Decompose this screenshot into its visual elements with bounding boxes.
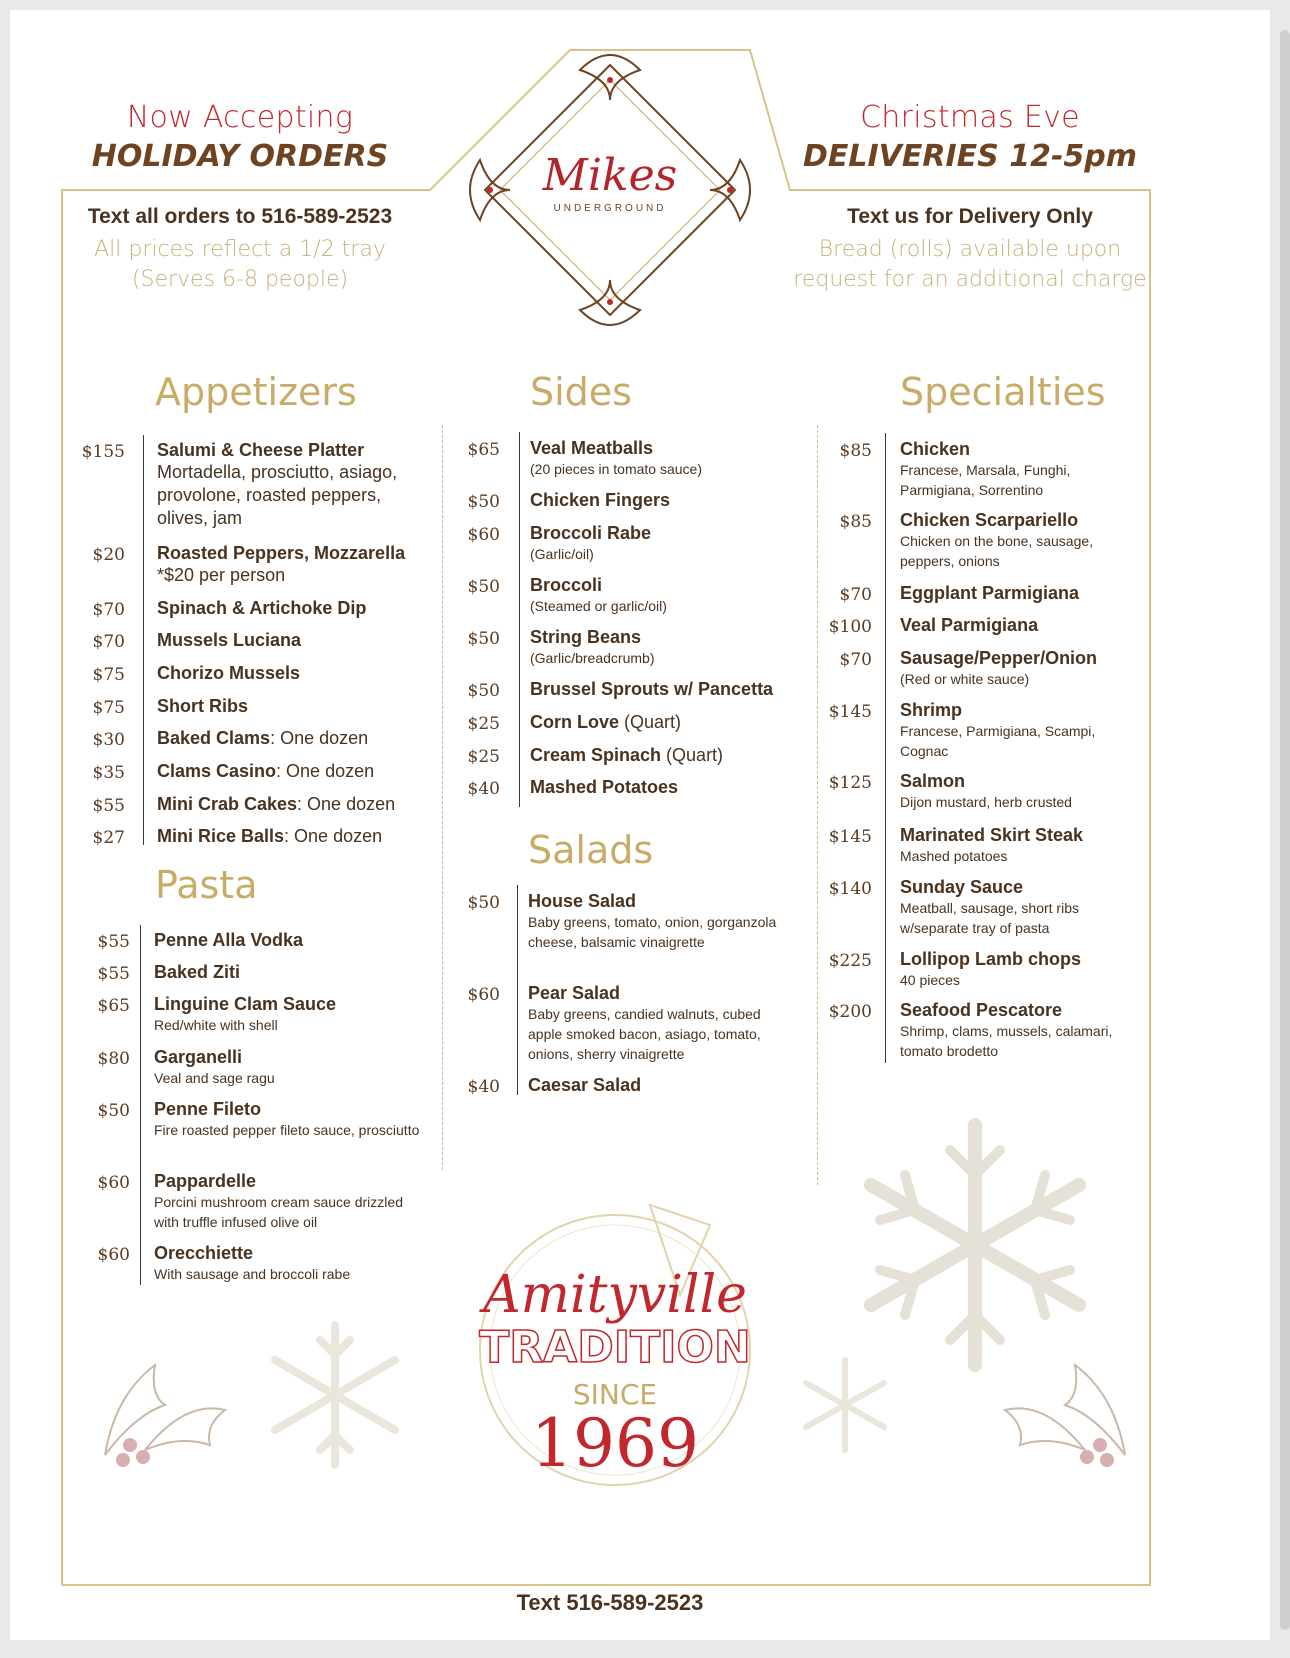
salads-item-name: Pear Salad	[528, 983, 621, 1003]
pasta-item	[154, 994, 424, 1035]
specialties-item-name: Shrimp	[900, 700, 963, 720]
specialties-item-description: 40 pieces	[900, 972, 960, 988]
specialties-item	[900, 949, 1145, 990]
sides-item-price: $65	[467, 440, 500, 460]
sides-item-price: $25	[467, 714, 500, 734]
appetizers-item-price: $35	[92, 763, 125, 783]
specialties-item-description: (Red or white sauce)	[900, 671, 1030, 687]
pasta-item-name: Penne Fileto	[154, 1099, 262, 1119]
sides-item	[530, 679, 800, 700]
pasta-item-name: Baked Ziti	[154, 962, 241, 982]
pasta-item-price: $60	[97, 1245, 130, 1265]
pasta-item	[154, 1047, 424, 1088]
pasta-item-name: Garganelli	[154, 1047, 243, 1067]
sides-item	[530, 777, 800, 798]
appetizers-item	[157, 826, 427, 847]
salads-divider	[517, 885, 518, 1095]
sides-item-price: $50	[467, 492, 500, 512]
specialties-item-name: Veal Parmigiana	[900, 615, 1039, 635]
appetizers-item-suffix: : One dozen	[276, 761, 375, 781]
salads-item	[528, 891, 798, 952]
specialties-item	[900, 510, 1145, 571]
appetizers-item-price: $70	[92, 632, 125, 652]
sides-item-name: Mashed Potatoes	[530, 777, 679, 797]
salads-item-description: Baby greens, tomato, onion, gorganzola cheese, balsamic vinaigrette	[528, 914, 777, 950]
pasta-item	[154, 1243, 424, 1284]
sides-item-name: Broccoli Rabe	[530, 523, 652, 543]
badge-year: 1969	[531, 1405, 699, 1482]
specialties-item-price: $70	[839, 585, 872, 605]
text-orders-line: Text all orders to 516-589-2523	[87, 205, 393, 228]
sides-item-description: (Steamed or garlic/oil)	[530, 598, 667, 614]
header-right	[790, 100, 1150, 174]
pasta-item-description: Fire roasted pepper fileto sauce, prosciutto	[154, 1122, 420, 1138]
appetizers-item-name: Mini Crab Cakes	[157, 794, 298, 814]
appetizers-item-price: $75	[92, 698, 125, 718]
badge-since: SINCE	[572, 1378, 658, 1411]
sides-item-price: $25	[467, 747, 500, 767]
bread-note-line1: Bread (rolls) available upon	[818, 237, 1122, 262]
specialties-item-name: Chicken Scarpariello	[900, 510, 1079, 530]
sides-item-price: $50	[467, 629, 500, 649]
specialties-item-name: Chicken	[900, 439, 971, 459]
specialties-item	[900, 877, 1145, 938]
sides-item-price: $60	[467, 525, 500, 545]
specialties-item	[900, 1000, 1145, 1061]
specialties-item	[900, 825, 1145, 866]
salads-item	[528, 983, 798, 1064]
sides-item	[530, 745, 800, 766]
appetizers-item-price: $20	[92, 545, 125, 565]
sides-item	[530, 575, 800, 616]
price-note	[70, 235, 410, 295]
salads-item-name: House Salad	[528, 891, 637, 911]
specialties-item	[900, 583, 1145, 604]
salads-item-price: $50	[467, 893, 500, 913]
specialties-item-description: Meatball, sausage, short ribs w/separate tray of pasta	[900, 900, 1079, 936]
appetizers-title: Appetizers	[155, 370, 357, 414]
sides-item-price: $40	[467, 779, 500, 799]
specialties-item-description: Francese, Parmigiana, Scampi, Cognac	[900, 723, 1096, 759]
sides-item-suffix: (Quart)	[619, 712, 682, 732]
appetizers-item	[157, 543, 427, 587]
pasta-item-description: Porcini mushroom cream sauce drizzled with truffle infused olive oil	[154, 1194, 403, 1230]
appetizers-item-name: Short Ribs	[157, 696, 249, 716]
specialties-item-name: Marinated Skirt Steak	[900, 825, 1084, 845]
appetizers-item	[157, 728, 427, 749]
delivery-only-line: Text us for Delivery Only	[847, 205, 1093, 228]
appetizers-item-price: $70	[92, 600, 125, 620]
sides-item-name: Corn Love	[530, 712, 620, 732]
appetizers-item-name: Chorizo Mussels	[157, 663, 301, 683]
deliveries-text: DELIVERIES 12-5pm	[803, 139, 1137, 174]
appetizers-item	[157, 794, 427, 815]
sides-item-name: Brussel Sprouts w/ Pancetta	[530, 679, 774, 699]
pasta-item-price: $50	[97, 1101, 130, 1121]
info-left	[70, 205, 410, 295]
sides-item-suffix: (Quart)	[661, 745, 724, 765]
menu-page	[10, 10, 1270, 1640]
snowflake-small-icon	[795, 1355, 895, 1455]
appetizers-item	[157, 761, 427, 782]
specialties-item-price: $100	[828, 617, 872, 637]
salads-item-price: $40	[467, 1077, 500, 1097]
sides-item-description: (Garlic/breadcrumb)	[530, 650, 655, 666]
pasta-item-price: $60	[97, 1173, 130, 1193]
appetizers-item	[157, 630, 427, 651]
sides-item-name: Veal Meatballs	[530, 438, 654, 458]
specialties-item-price: $200	[828, 1002, 872, 1022]
specialties-item-price: $145	[828, 702, 872, 722]
holiday-orders-text: HOLIDAY ORDERS	[91, 139, 389, 174]
logo-name: Mikes	[542, 150, 678, 201]
appetizers-item-description: Mortadella, prosciutto, asiago, provolone, roasted peppers, olives, jam	[157, 462, 398, 528]
pasta-item	[154, 930, 424, 951]
appetizers-item	[157, 598, 427, 619]
sides-item-name: String Beans	[530, 627, 642, 647]
sides-item-description: (Garlic/oil)	[530, 546, 594, 562]
pasta-item	[154, 962, 424, 983]
specialties-item	[900, 771, 1145, 812]
appetizers-item-price: $75	[92, 665, 125, 685]
specialties-item	[900, 615, 1145, 636]
sides-item-price: $50	[467, 577, 500, 597]
appetizers-item	[157, 440, 427, 530]
appetizers-item-name: Salumi & Cheese Platter	[157, 440, 365, 460]
holly-left-icon	[85, 1355, 235, 1475]
sides-item	[530, 523, 800, 564]
sides-item-name: Cream Spinach	[530, 745, 662, 765]
badge-script: Amityville	[483, 1265, 747, 1325]
specialties-item-name: Lollipop Lamb chops	[900, 949, 1081, 969]
pasta-item-name: Pappardelle	[154, 1171, 257, 1191]
sides-title: Sides	[530, 370, 632, 414]
pasta-item-name: Orecchiette	[154, 1243, 254, 1263]
holly-right-icon	[995, 1355, 1145, 1475]
specialties-title: Specialties	[900, 370, 1106, 414]
column-divider-right	[817, 425, 818, 1185]
appetizers-item-price: $27	[92, 828, 125, 848]
appetizers-item-suffix: : One dozen	[297, 794, 396, 814]
pasta-item-price: $65	[97, 996, 130, 1016]
specialties-item-price: $225	[828, 951, 872, 971]
price-note-line2: (Serves 6-8 people)	[131, 267, 349, 292]
specialties-item-price: $70	[839, 650, 872, 670]
price-note-line1: All prices reflect a 1/2 tray	[94, 237, 386, 262]
specialties-item-price: $125	[828, 773, 872, 793]
pasta-item-name: Penne Alla Vodka	[154, 930, 304, 950]
specialties-item-name: Salmon	[900, 771, 966, 791]
specialties-item-description: Mashed potatoes	[900, 848, 1008, 864]
salads-item	[528, 1075, 798, 1096]
bread-note	[780, 235, 1160, 295]
pasta-title: Pasta	[155, 863, 258, 907]
sides-item-name: Chicken Fingers	[530, 490, 671, 510]
specialties-item-price: $145	[828, 827, 872, 847]
info-right	[780, 205, 1160, 295]
footer-phone: Text 516-589-2523	[516, 1590, 704, 1615]
pasta-item-name: Linguine Clam Sauce	[154, 994, 337, 1014]
snowflake-large-icon	[845, 1115, 1105, 1375]
salads-title: Salads	[528, 828, 654, 872]
header-left	[70, 100, 410, 174]
sides-item	[530, 627, 800, 668]
salads-item-price: $60	[467, 985, 500, 1005]
appetizers-item-name: Roasted Peppers, Mozzarella	[157, 543, 406, 563]
specialties-item-name: Sunday Sauce	[900, 877, 1024, 897]
appetizers-item-price: $155	[81, 442, 125, 462]
scrollbar[interactable]	[1280, 30, 1290, 1630]
appetizers-item-suffix: : One dozen	[284, 826, 383, 846]
appetizers-item-name: Baked Clams	[157, 728, 271, 748]
appetizers-item	[157, 696, 427, 717]
specialties-item	[900, 700, 1145, 761]
sides-item	[530, 438, 800, 479]
logo-subtitle: UNDERGROUND	[553, 203, 667, 214]
pasta-item-price: $55	[97, 932, 130, 952]
sides-divider	[519, 432, 520, 807]
specialties-item-price: $85	[839, 512, 872, 532]
pasta-item	[154, 1099, 424, 1140]
now-accepting-text: Now Accepting	[126, 100, 354, 135]
specialties-item-description: Chicken on the bone, sausage, peppers, onions	[900, 533, 1094, 569]
pasta-item-description: Veal and sage ragu	[154, 1070, 275, 1086]
specialties-divider	[885, 433, 886, 1063]
appetizers-item-name: Clams Casino	[157, 761, 277, 781]
appetizers-item	[157, 663, 427, 684]
specialties-item-name: Seafood Pescatore	[900, 1000, 1063, 1020]
sides-item	[530, 490, 800, 511]
pasta-item-description: With sausage and broccoli rabe	[154, 1266, 351, 1282]
specialties-item	[900, 439, 1145, 500]
snowflake-left-icon	[260, 1320, 410, 1470]
sides-item	[530, 712, 800, 733]
pasta-item	[154, 1171, 424, 1232]
appetizers-item-name: Mussels Luciana	[157, 630, 302, 650]
pasta-item-description: Red/white with shell	[154, 1017, 278, 1033]
badge-tradition: TRADITION	[479, 1322, 751, 1373]
appetizers-item-name: Mini Rice Balls	[157, 826, 285, 846]
pasta-item-price: $55	[97, 964, 130, 984]
appetizers-item-name: Spinach & Artichoke Dip	[157, 598, 367, 618]
pasta-divider	[140, 925, 141, 1285]
sides-item-name: Broccoli	[530, 575, 603, 595]
salads-item-description: Baby greens, candied walnuts, cubed apple smoked bacon, asiago, tomato, onions, sherry vinaigrette	[528, 1006, 761, 1062]
specialties-item-name: Sausage/Pepper/Onion	[900, 648, 1098, 668]
specialties-item-description: Francese, Marsala, Funghi, Parmigiana, Sorrentino	[900, 462, 1071, 498]
appetizers-item-description: *$20 per person	[157, 565, 286, 585]
specialties-item-price: $85	[839, 441, 872, 461]
pasta-item-price: $80	[97, 1049, 130, 1069]
christmas-eve-text: Christmas Eve	[860, 100, 1080, 135]
specialties-item	[900, 648, 1145, 689]
appetizers-item-price: $30	[92, 730, 125, 750]
specialties-item-description: Dijon mustard, herb crusted	[900, 794, 1072, 810]
specialties-item-price: $140	[828, 879, 872, 899]
sides-item-price: $50	[467, 681, 500, 701]
salads-item-name: Caesar Salad	[528, 1075, 642, 1095]
sides-item-description: (20 pieces in tomato sauce)	[530, 461, 702, 477]
appetizers-item-price: $55	[92, 796, 125, 816]
appetizers-divider	[143, 435, 144, 845]
specialties-item-name: Eggplant Parmigiana	[900, 583, 1080, 603]
bread-note-line2: request for an additional charge	[793, 267, 1147, 292]
specialties-item-description: Shrimp, clams, mussels, calamari, tomato brodetto	[900, 1023, 1113, 1059]
appetizers-item-suffix: : One dozen	[270, 728, 369, 748]
